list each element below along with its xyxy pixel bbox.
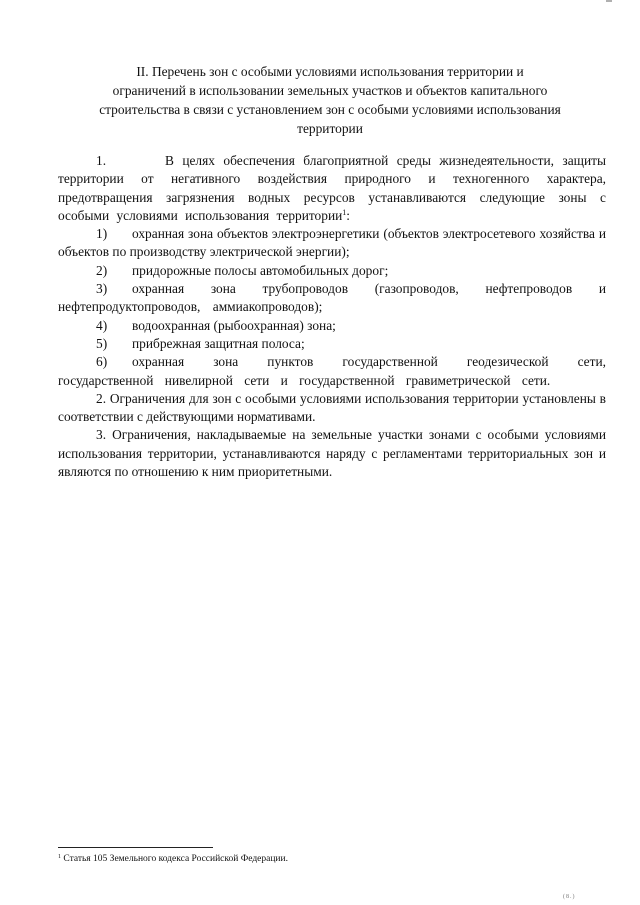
paragraph-1-number: 1. xyxy=(96,153,107,168)
section-title-line: II. Перечень зон с особыми условиями использования территории и xyxy=(136,64,524,79)
paragraph-1 xyxy=(58,152,606,225)
zone-list-text: охранная зона трубопроводов (газопроводов, нефтепроводов и нефтепродуктопроводов, аммиакопроводов); xyxy=(58,281,606,315)
zone-list-item xyxy=(58,335,606,353)
scan-edge-mark xyxy=(606,0,612,2)
footnote xyxy=(58,853,288,865)
section-title xyxy=(56,62,604,138)
footnote-text: Статья 105 Земельного кодекса Российской Федерации. xyxy=(63,854,288,864)
zone-list-number: 3) xyxy=(96,281,108,297)
zone-list-item xyxy=(58,262,606,280)
zone-list-number: 1) xyxy=(96,226,108,242)
paragraph-1-text: В целях обеспечения благоприятной среды жизнедеятельности, защиты территории от негативного воздействия природного и техногенного характера, предотвращения загрязнения водных ресурсов устанавливаются следующие зоны с особыми условиями использования территории xyxy=(58,153,606,223)
zone-list-item xyxy=(58,353,606,390)
zone-list-number: 6) xyxy=(96,354,108,370)
zone-list-item xyxy=(58,225,606,262)
zone-list-text: охранная зона объектов электроэнергетики (объектов электросетевого хозяйства и объектов по производству электрической энергии); xyxy=(58,226,606,260)
zone-list-text: прибрежная защитная полоса; xyxy=(132,335,305,351)
zone-list-text: водоохранная (рыбоохранная) зона; xyxy=(132,317,336,333)
zone-list-number: 4) xyxy=(96,317,108,333)
zone-list-number: 5) xyxy=(96,335,108,351)
document-body xyxy=(58,152,606,481)
zone-list-text: придорожные полосы автомобильных дорог; xyxy=(132,262,389,278)
zone-list-item xyxy=(58,280,606,317)
paragraph-3: 3. Ограничения, накладываемые на земельные участки зонами с особыми условиями использования территории, устанавливаются наряду с регламентами территориальных зон и являются по отношению к ним приоритетными. xyxy=(58,427,606,480)
page-number-mark: (8.) xyxy=(563,894,576,900)
zone-list-text: охранная зона пунктов государственной геодезической сети, государственной нивелирной сети и государственной гравиметрической сети. xyxy=(58,354,606,388)
section-title-line: строительства в связи с установлением зон с особыми условиями использования xyxy=(99,102,561,117)
paragraph-1-tail: : xyxy=(346,207,351,223)
zone-list-item xyxy=(58,317,606,335)
footnote-reference: 1 xyxy=(342,207,347,217)
zone-list-number: 2) xyxy=(96,262,108,278)
footnote-marker: 1 xyxy=(58,854,61,860)
section-title-line: ограничений в использовании земельных участков и объектов капитального xyxy=(112,83,548,98)
paragraph-2: 2. Ограничения для зон с особыми условиями использования территории установлены в соответствии с действующими нормативами. xyxy=(58,390,606,425)
section-title-line: территории xyxy=(297,121,363,136)
footnote-separator xyxy=(58,847,213,848)
